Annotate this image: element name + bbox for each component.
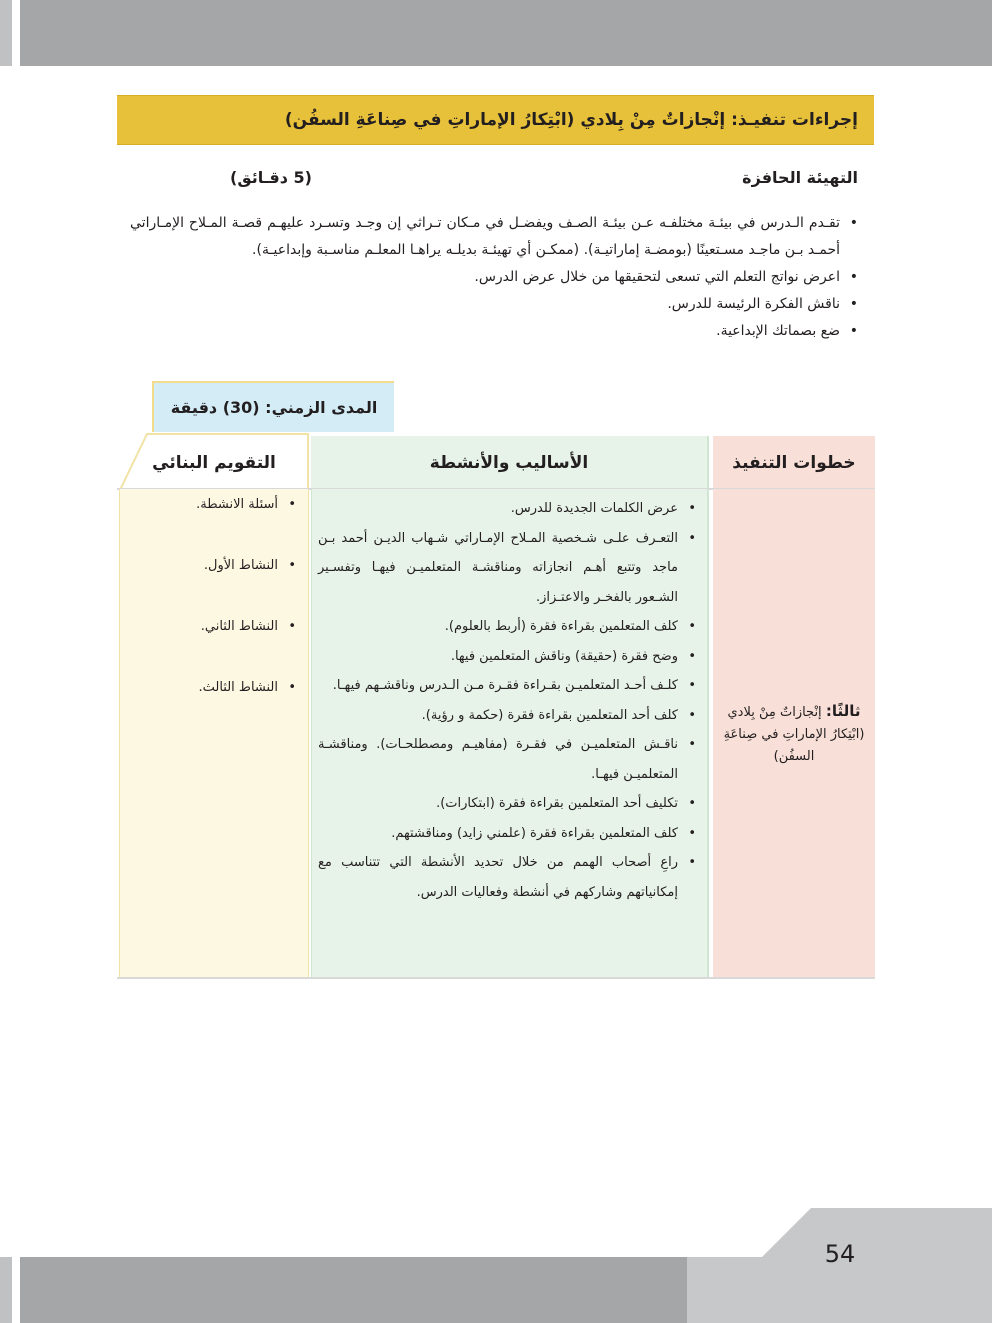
list-item: • النشاط الثالث.: [130, 677, 300, 738]
top-header-bar: [0, 0, 992, 66]
activities-column-header: [311, 436, 709, 490]
list-item: • كلف المتعلمين بقراءة فقرة (أربط بالعلوم).: [318, 612, 700, 642]
top-bar-edge-gap: [12, 0, 20, 66]
list-item: • كلـف أحـد المتعلميـن بقـراءة فقـرة مـن الـدرس وناقشـهم فيهـا.: [318, 671, 700, 701]
step-ordinal: ثالثًا:: [825, 702, 861, 720]
execution-step-cell: [720, 700, 868, 768]
steps-column-header: [713, 436, 875, 490]
list-item: • ناقش الفكرة الرئيسة للدرس.: [130, 291, 862, 318]
warmup-list: [130, 210, 862, 345]
assessment-header-label: التقويم البنائي: [152, 453, 276, 473]
list-item: • تكليف أحد المتعلمين بقراءة فقرة (ابتكارات).: [318, 789, 700, 819]
lesson-title-banner: [117, 95, 874, 145]
list-item: • أسئلة الانشطة.: [130, 494, 300, 555]
list-item: • اعرض نواتج التعلم التي تسعى لتحقيقها من خلال عرض الدرس.: [130, 264, 862, 291]
duration-label: المدى الزمني: (30) دقيقة: [170, 398, 378, 417]
table-bottom-rule: [117, 977, 875, 979]
warmup-duration: (5 دقـائق): [230, 167, 312, 187]
page-number: 54: [824, 1240, 856, 1268]
duration-label-box: [152, 381, 394, 432]
activities-header-label: الأساليب والأنشطة: [429, 453, 589, 473]
assessment-column-header: [119, 448, 309, 478]
top-bar-edge-light: [0, 0, 12, 66]
list-item: • النشاط الثاني.: [130, 616, 300, 677]
list-item: • التعـرف علـى شـخصية المـلاح الإمـاراتي شـهاب الديـن أحمد بـن ماجد وتتبع أهـم انجازاته ومناقشـة المتعلميـن فيهـا وتفسـير الشـعور بالفخـر والاعتـزاز.: [318, 524, 700, 613]
bottom-bar-edge-gap: [12, 1257, 20, 1323]
step-title: إنْجازاتٌ مِنْ بِلادي (ابْتِكارُ الإماراتِ في صِناعَةِ السفُن): [723, 705, 865, 764]
warmup-heading-row: [130, 165, 858, 189]
steps-header-label: خطوات التنفيذ: [732, 453, 856, 473]
list-item: • كلف المتعلمين بقراءة فقرة (علمني زايد) ومناقشتهم.: [318, 819, 700, 849]
list-item: • راعِ أصحاب الهمم من خلال تحديد الأنشطة التي تتناسب مع إمكانياتهم وشاركهم في أنشطة وفعاليات الدرس.: [318, 848, 700, 907]
list-item: • النشاط الأول.: [130, 555, 300, 616]
bottom-bar-edge-light: [0, 1257, 12, 1323]
list-item: • وضح فقرة (حقيقة) وناقش المتعلمين فيها.: [318, 642, 700, 672]
list-item: • عرض الكلمات الجديدة للدرس.: [318, 494, 700, 524]
list-item: • ناقـش المتعلميـن في فقـرة (مفاهيـم ومصطلحـات). ومناقشـة المتعلميـن فيهـا.: [318, 730, 700, 789]
warmup-heading: التهيئة الحافزة: [742, 167, 858, 187]
list-item: • ضع بصماتك الإبداعية.: [130, 318, 862, 345]
list-item: • كلف أحد المتعلمين بقراءة فقرة (حكمة و رؤية).: [318, 701, 700, 731]
assessment-list: [130, 494, 300, 738]
lesson-title: إجراءات تنفيـذ: إنْجازاتٌ مِنْ بِلادي (ابْتِكارُ الإماراتِ في صِناعَةِ السفُن): [284, 110, 858, 130]
list-item: • تقـدم الـدرس في بيئـة مختلفـه عـن بيئـة الصـف ويفضـل في مـكان تـراثي إن وجـد وتسـرد عليهـم قصـة المـلاح الإمـاراتي أحمـد بـن ماجـد مسـتعينًا (بومضـة إماراتيـة). (ممكـن أي تهيئـة بديلـه يراهـا المعلـم مناسـبة وإبداعيـة).: [130, 210, 862, 264]
activities-list: [318, 494, 700, 907]
